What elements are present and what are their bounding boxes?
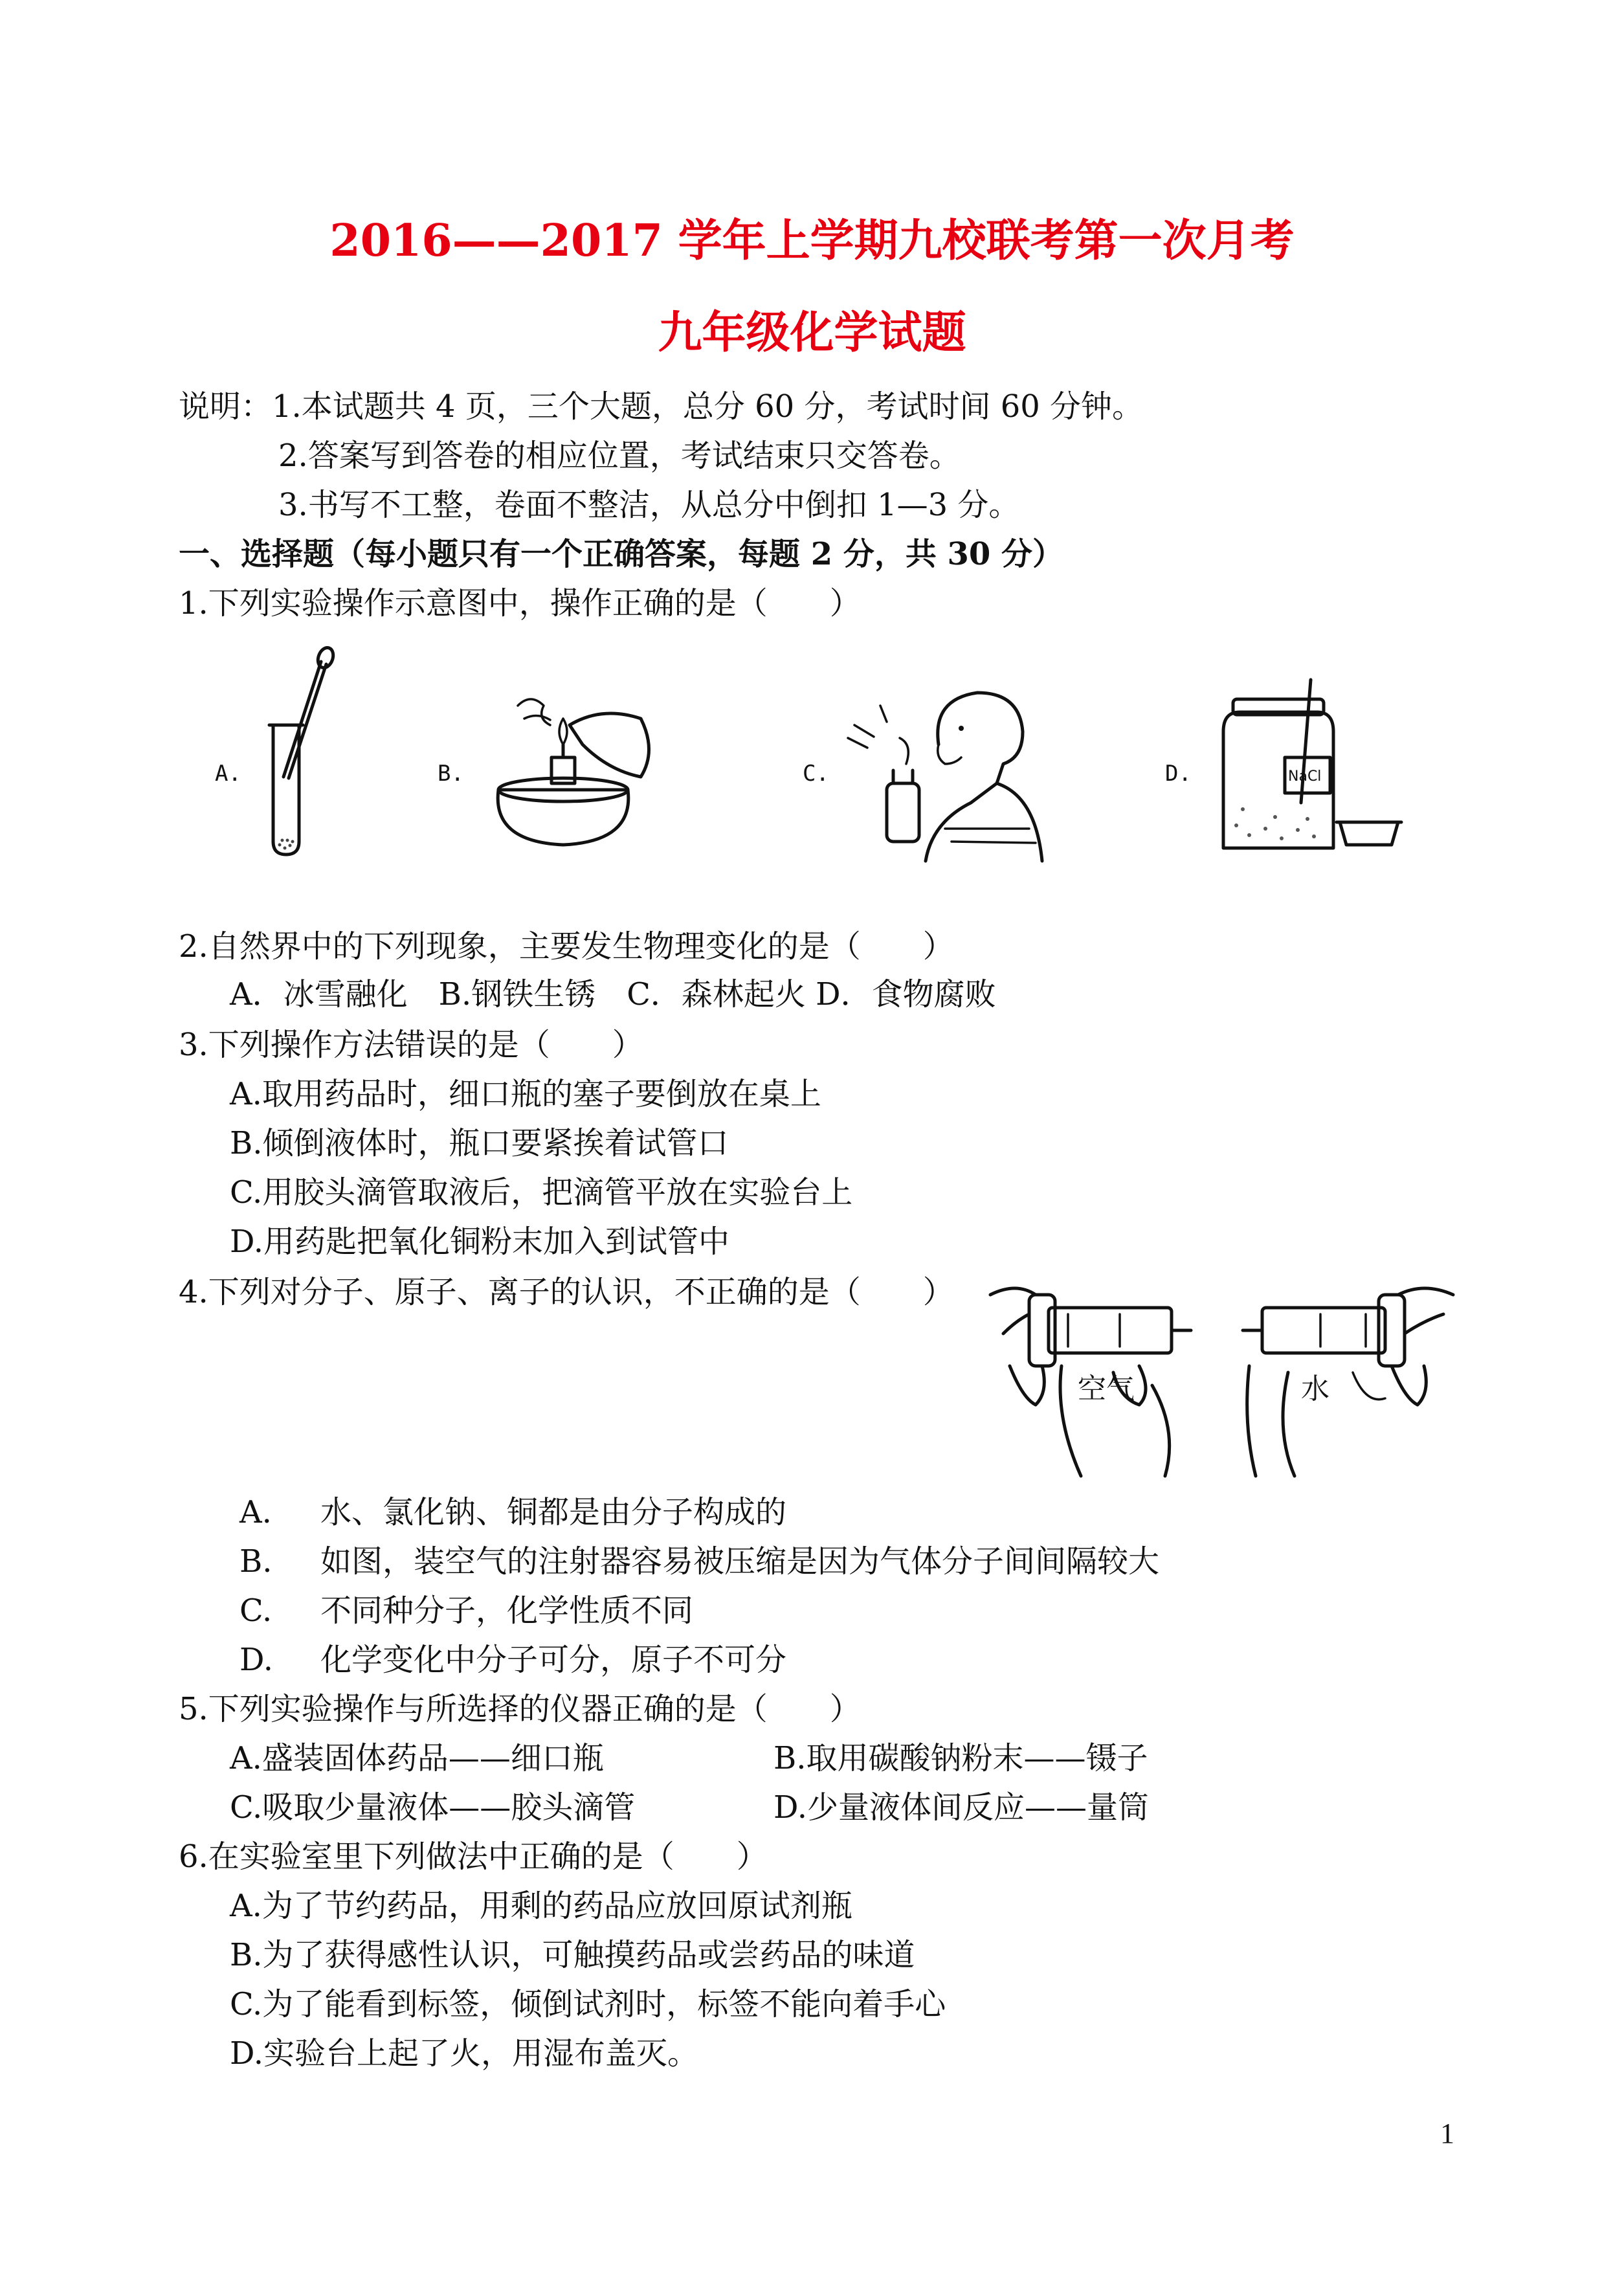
option-d: D.用药匙把氧化铜粉末加入到试管中 [230, 1224, 730, 1260]
option-a: 水、氯化钠、铜都是由分子构成的 [320, 1494, 787, 1530]
option-d: 化学变化中分子可分，原子不可分 [320, 1642, 787, 1678]
option-b: B.倾倒液体时，瓶口要紧挨着试管口 [230, 1125, 729, 1161]
section-heading: 一、选择题（每小题只有一个正确答案，每题 2 分，共 30 分） [179, 536, 1064, 572]
option-c-letter: C. [239, 1593, 273, 1629]
figure-label-c: C. [803, 761, 829, 787]
smelling-chemical-figure [841, 673, 1055, 861]
question-stem: 6.在实验室里下列做法中正确的是（ ） [179, 1839, 768, 1875]
air-label: 空气 [1078, 1372, 1135, 1405]
option-c: C.吸取少量液体——胶头滴管 [230, 1789, 636, 1826]
instructions-prefix: 说明： [179, 388, 273, 425]
option-b: 如图，装空气的注射器容易被压缩是因为气体分子间间隔较大 [320, 1543, 1160, 1580]
option-c: C.用胶头滴管取液后，把滴管平放在实验台上 [230, 1174, 853, 1211]
page-number: 1 [1440, 2118, 1454, 2149]
figure-label-d: D. [1165, 761, 1192, 787]
option-a: A.盛装固体药品——细口瓶 [230, 1740, 604, 1776]
figure-label-b: B. [438, 761, 464, 787]
test-tube-dropper-figure [259, 647, 337, 867]
option-c: C.为了能看到标签，倾倒试剂时，标签不能向着手心 [230, 1986, 946, 2022]
instruction-item: 1.本试题共 4 页，三个大题，总分 60 分，考试时间 60 分钟。 [272, 388, 1144, 425]
nacl-label: NaCl [1288, 768, 1322, 785]
option-d: D.实验台上起了火，用湿布盖灭。 [230, 2035, 699, 2072]
option-a: A.为了节约药品，用剩的药品应放回原试剂瓶 [230, 1888, 852, 1924]
page-subtitle: 九年级化学试题 [658, 307, 966, 359]
question-stem: 4.下列对分子、原子、离子的认识，不正确的是（ ） [179, 1274, 954, 1310]
option-b: B.为了获得感性认识，可触摸药品或尝药品的味道 [230, 1937, 915, 1973]
option-d-letter: D. [239, 1642, 274, 1678]
alcohol-lamp-figure [479, 680, 667, 855]
options-line: A．冰雪融化 B.钢铁生锈 C．森林起火 D．食物腐败 [230, 976, 996, 1012]
option-b: B.取用碳酸钠粉末——镊子 [773, 1740, 1148, 1776]
instruction-item: 3.书写不工整，卷面不整洁，从总分中倒扣 1—3 分。 [278, 487, 1020, 523]
question-stem: 5.下列实验操作与所选择的仪器正确的是（ ） [179, 1691, 861, 1727]
option-c: 不同种分子，化学性质不同 [320, 1593, 694, 1629]
option-a-letter: A. [239, 1494, 272, 1530]
water-label: 水 [1301, 1372, 1329, 1405]
question-stem: 1.下列实验操作示意图中，操作正确的是（ ） [179, 585, 861, 621]
page-title: 2016——2017 学年上学期九校联考第一次月考 [329, 215, 1295, 267]
instruction-item: 2.答案写到答卷的相应位置，考试结束只交答卷。 [278, 438, 961, 474]
option-d: D.少量液体间反应——量筒 [773, 1789, 1150, 1826]
question-stem: 3.下列操作方法错误的是（ ） [179, 1027, 643, 1063]
figure-label-a: A. [215, 761, 241, 787]
reagent-jar-figure [1204, 673, 1411, 861]
question-stem: 2.自然界中的下列现象，主要发生物理变化的是（ ） [179, 928, 954, 965]
syringe-compression-figure [990, 1269, 1456, 1482]
option-a: A.取用药品时，细口瓶的塞子要倒放在桌上 [230, 1076, 821, 1112]
option-b-letter: B. [239, 1543, 273, 1580]
